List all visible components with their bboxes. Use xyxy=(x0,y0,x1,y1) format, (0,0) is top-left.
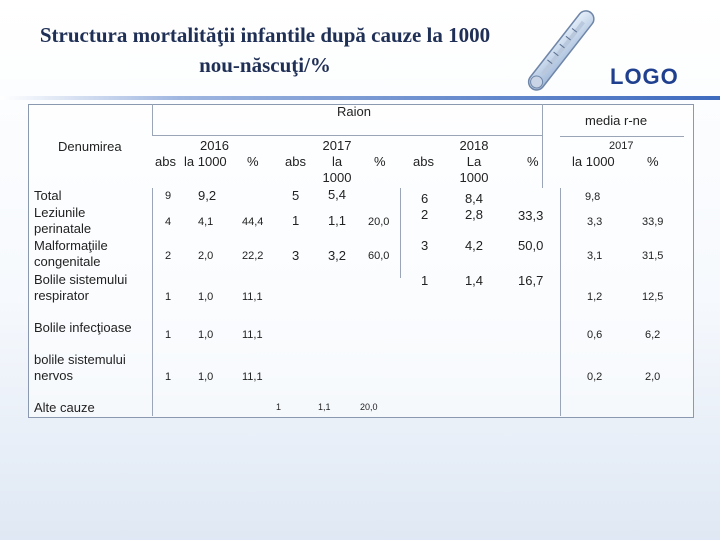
cell-total-rate-2017: 5,4 xyxy=(327,187,347,202)
per1000-avg: la 1000 xyxy=(572,154,615,169)
row-label-malformations: Malformaţiile congenitale xyxy=(34,238,108,269)
header-divider-h xyxy=(152,135,542,136)
cell-nervous-rate-2016: 1,0 xyxy=(198,371,214,383)
cell-nervous-pct-2016: 11,1 xyxy=(242,371,263,383)
cell-total-abs-2018: 6 xyxy=(421,191,429,206)
cell-malformations-pct-2018: 50,0 xyxy=(518,238,544,253)
year-2018: 2018 xyxy=(459,138,489,153)
row-label-respiratory: Bolile sistemului respirator xyxy=(34,272,128,303)
header-divider xyxy=(0,96,720,100)
n1000-2018: 1000 xyxy=(459,170,489,185)
cell-respiratory-pct-avg: 12,5 xyxy=(642,291,664,303)
cell-total-rate-2018: 8,4 xyxy=(464,191,484,206)
cell-perinatal-rate-avg: 3,3 xyxy=(587,216,603,228)
cell-other-pct-2017: 20,0 xyxy=(360,402,378,412)
cell-nervous-abs-2016: 1 xyxy=(165,371,172,383)
cell-total-abs-2016: 9 xyxy=(165,190,172,202)
cell-infectious-rate-avg: 0,6 xyxy=(587,329,603,341)
cell-malformations-rate-2016: 2,0 xyxy=(198,250,214,262)
cell-infectious-pct-avg: 6,2 xyxy=(645,329,661,341)
cell-perinatal-abs-2016: 4 xyxy=(165,216,172,228)
cell-malformations-rate-2018: 4,2 xyxy=(464,238,484,253)
cell-respiratory-pct-2018: 16,7 xyxy=(518,273,544,288)
pct-2018: % xyxy=(527,154,539,169)
col-divider-2016 xyxy=(152,188,153,416)
per1000-2016: la 1000 xyxy=(184,154,227,169)
cell-malformations-abs-2016: 2 xyxy=(165,250,172,262)
cell-total-rate-avg: 9,8 xyxy=(585,191,601,203)
header-divider-left xyxy=(152,104,153,136)
year-2017: 2017 xyxy=(322,138,352,153)
row-label-other: Alte cauze xyxy=(34,400,95,415)
row-label-total: Total xyxy=(34,188,62,203)
cell-malformations-pct-2017: 60,0 xyxy=(368,250,390,262)
pct-avg: % xyxy=(647,154,659,169)
cell-other-rate-2017: 1,1 xyxy=(318,402,331,412)
slide-title: Structura mortalităţii infantile după cauze la 1000 nou-născuţi/% xyxy=(39,23,491,77)
cell-perinatal-rate-2017: 1,1 xyxy=(327,213,347,228)
abs-2016: abs xyxy=(155,154,176,169)
la-2017: la xyxy=(331,154,343,169)
pct-2017: % xyxy=(374,154,386,169)
cell-total-abs-2017: 5 xyxy=(292,188,300,203)
cell-malformations-rate-avg: 3,1 xyxy=(587,250,603,262)
cell-respiratory-rate-avg: 1,2 xyxy=(587,291,603,303)
cell-malformations-rate-2017: 3,2 xyxy=(327,248,347,263)
cell-other-abs-2017: 1 xyxy=(276,402,282,412)
cell-infectious-rate-2016: 1,0 xyxy=(198,329,214,341)
cell-perinatal-rate-2016: 4,1 xyxy=(198,216,214,228)
thermometer-icon xyxy=(505,6,615,98)
header-divider-right xyxy=(542,104,543,188)
year-avg-2017: 2017 xyxy=(609,140,634,152)
n1000-2017: 1000 xyxy=(322,170,352,185)
cell-perinatal-abs-2018: 2 xyxy=(421,207,429,222)
cell-malformations-pct-avg: 31,5 xyxy=(642,250,664,262)
cell-respiratory-abs-2016: 1 xyxy=(165,291,172,303)
col-divider-2018 xyxy=(400,188,401,278)
avg-header: media r-ne xyxy=(585,113,648,128)
cell-perinatal-rate-2018: 2,8 xyxy=(464,207,484,222)
cell-nervous-rate-avg: 0,2 xyxy=(587,371,603,383)
cell-malformations-abs-2018: 3 xyxy=(421,238,429,253)
group-header-raion: Raion xyxy=(337,104,371,119)
cell-infectious-pct-2016: 11,1 xyxy=(242,329,263,341)
cell-respiratory-rate-2018: 1,4 xyxy=(464,273,484,288)
avg-header-line xyxy=(560,136,684,137)
cell-perinatal-pct-2016: 44,4 xyxy=(242,216,264,228)
cell-nervous-pct-avg: 2,0 xyxy=(645,371,661,383)
year-2016: 2016 xyxy=(200,138,229,153)
cell-perinatal-abs-2017: 1 xyxy=(292,213,300,228)
row-label-perinatal: Leziunile perinatale xyxy=(34,205,92,236)
cell-respiratory-abs-2018: 1 xyxy=(421,273,429,288)
row-label-nervous: bolile sistemului nervos xyxy=(34,352,126,383)
cell-infectious-abs-2016: 1 xyxy=(165,329,172,341)
cell-total-rate-2016: 9,2 xyxy=(198,188,217,203)
logo: LOGO xyxy=(610,64,679,89)
cell-perinatal-pct-2018: 33,3 xyxy=(518,208,544,223)
pct-2016: % xyxy=(247,154,259,169)
cell-malformations-abs-2017: 3 xyxy=(292,248,300,263)
abs-2018: abs xyxy=(413,154,434,169)
cell-respiratory-rate-2016: 1,0 xyxy=(198,291,214,303)
cell-perinatal-pct-2017: 20,0 xyxy=(368,216,390,228)
cell-malformations-pct-2016: 22,2 xyxy=(242,250,264,262)
name-header: Denumirea xyxy=(58,139,122,154)
la-2018: La xyxy=(466,154,482,169)
cell-respiratory-pct-2016: 11,1 xyxy=(242,291,263,303)
col-divider-avg xyxy=(560,188,561,416)
row-label-infectious: Bolile infecţioase xyxy=(34,320,132,335)
cell-perinatal-pct-avg: 33,9 xyxy=(642,216,664,228)
abs-2017: abs xyxy=(285,154,306,169)
